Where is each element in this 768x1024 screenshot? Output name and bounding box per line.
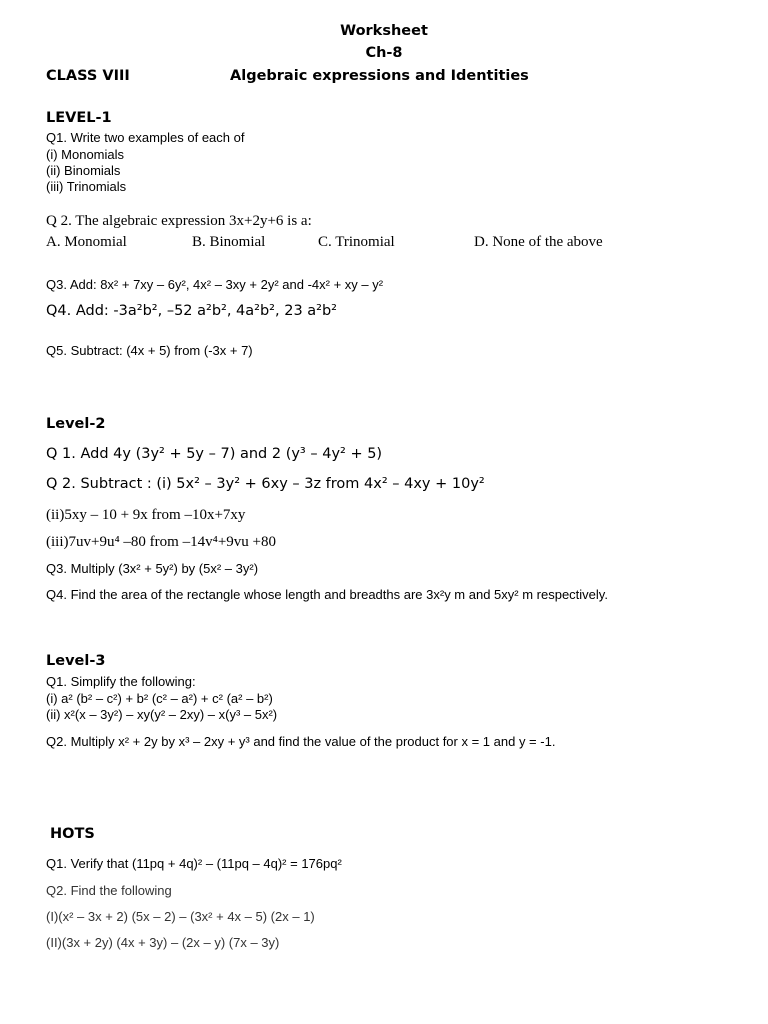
level2-q2-ii: (ii)5xy – 10 + 9x from –10x+7xy — [46, 507, 246, 523]
hots-q2-i: (I)(x² – 3x + 2) (5x – 2) – (3x² + 4x – 5) (2x – 1) — [46, 909, 315, 924]
topic-title: Algebraic expressions and Identities — [230, 68, 529, 84]
hots-heading: HOTS — [50, 826, 95, 842]
level2-q1: Q 1. Add 4y (3y² + 5y – 7) and 2 (y³ – 4y² + 5) — [46, 446, 383, 462]
level2-q2-iii: (iii)7uv+9u⁴ –80 from –14v⁴+9vu +80 — [46, 534, 276, 550]
level1-heading: LEVEL-1 — [46, 110, 112, 126]
level2-q2: Q 2. Subtract : (i) 5x² – 3y² + 6xy – 3z from 4x² – 4xy + 10y² — [46, 476, 485, 492]
level1-q2-option: D. None of the above — [474, 234, 603, 250]
level1-q2-option: B. Binomial — [192, 234, 266, 250]
hots-q2: Q2. Find the following — [46, 883, 172, 898]
level1-q2: Q 2. The algebraic expression 3x+2y+6 is a: — [46, 213, 312, 229]
level2-heading: Level-2 — [46, 416, 106, 432]
level2-q4: Q4. Find the area of the rectangle whose length and breadths are 3x²y m and 5xy² m respectively. — [46, 587, 608, 602]
level2-q3: Q3. Multiply (3x² + 5y²) by (5x² – 3y²) — [46, 561, 259, 576]
class-label: CLASS VIII — [46, 68, 130, 84]
level3-q2: Q2. Multiply x² + 2y by x³ – 2xy + y³ and find the value of the product for x = 1 and y = -1. — [46, 734, 556, 749]
level1-q4: Q4. Add: -3a²b², –52 a²b², 4a²b², 23 a²b² — [46, 303, 337, 319]
level1-q1-item: (i) Monomials — [46, 147, 125, 162]
level1-q5: Q5. Subtract: (4x + 5) from (-3x + 7) — [46, 343, 253, 358]
worksheet-title: Worksheet — [340, 23, 428, 39]
level1-q1-item: (ii) Binomials — [46, 163, 121, 178]
level1-q1-item: (iii) Trinomials — [46, 179, 127, 194]
level1-q1: Q1. Write two examples of each of — [46, 130, 245, 145]
level3-heading: Level-3 — [46, 653, 106, 669]
hots-q1: Q1. Verify that (11pq + 4q)² – (11pq – 4q)² = 176pq² — [46, 856, 342, 871]
chapter-label: Ch-8 — [365, 45, 403, 61]
hots-q2-ii: (II)(3x + 2y) (4x + 3y) – (2x – y) (7x – 3y) — [46, 935, 280, 950]
level3-q1-ii: (ii) x²(x – 3y²) – xy(y² – 2xy) – x(y³ – 5x²) — [46, 707, 278, 722]
level1-q2-option: C. Trinomial — [318, 234, 395, 250]
level3-q1: Q1. Simplify the following: — [46, 674, 196, 689]
level1-q3: Q3. Add: 8x² + 7xy – 6y², 4x² – 3xy + 2y² and -4x² + xy – y² — [46, 277, 384, 292]
level1-q2-option: A. Monomial — [46, 234, 127, 250]
level3-q1-i: (i) a² (b² – c²) + b² (c² – a²) + c² (a² – b²) — [46, 691, 273, 706]
